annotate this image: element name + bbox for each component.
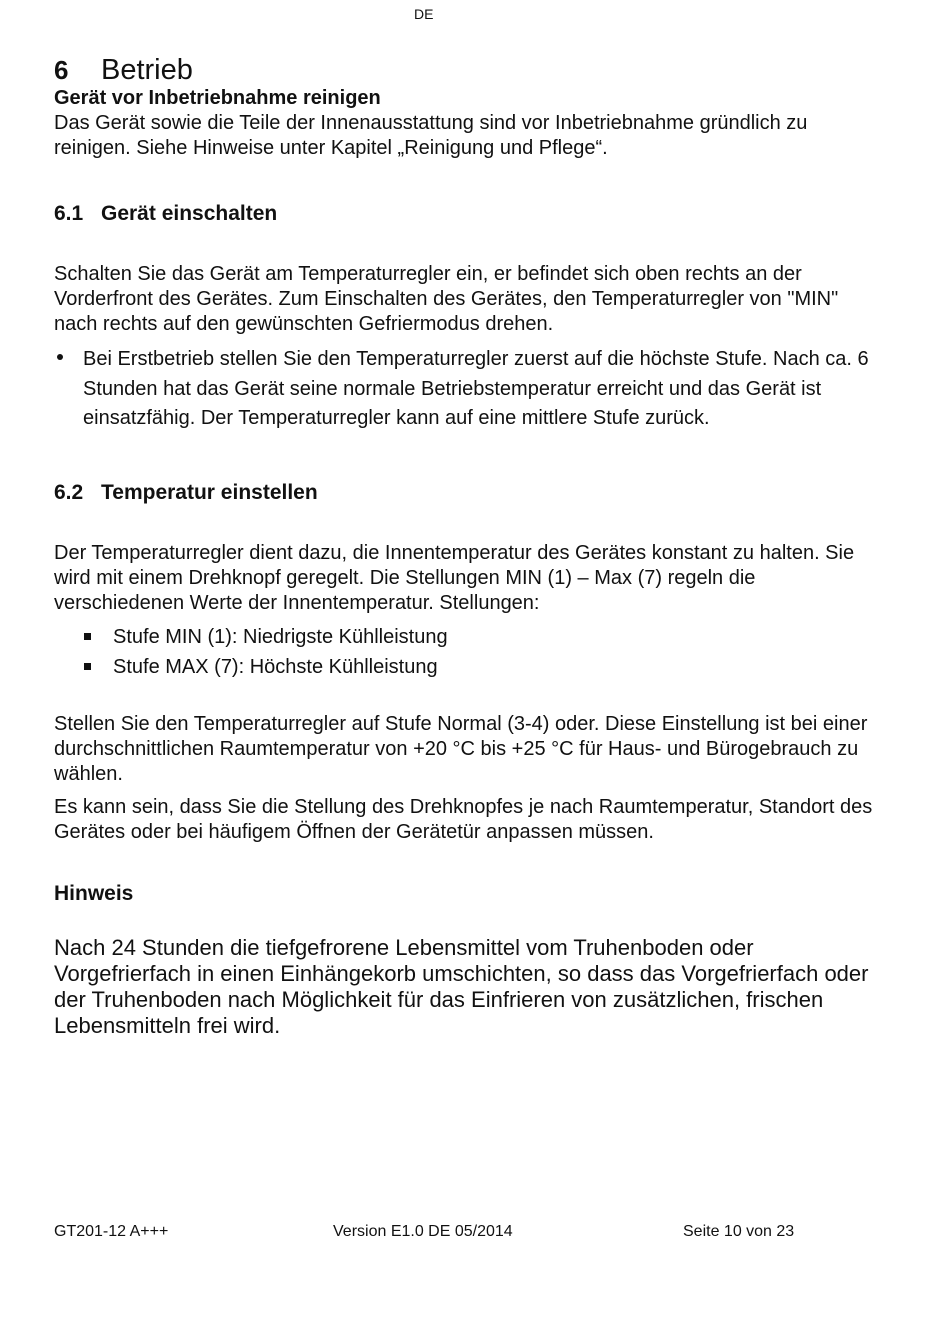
list-item — [84, 622, 448, 652]
intro-paragraph: Das Gerät sowie die Teile der Innenausstattung sind vor Inbetriebnahme gründlich zu reinigen. Siehe Hinweise unter Kapitel „Reinigung und Pflege“. — [54, 112, 808, 159]
chapter-number: 6 — [54, 55, 69, 85]
hint-paragraph: Nach 24 Stunden die tiefgefrorene Lebensmittel vom Truhenboden oder Vorgefrierfach in einen Einhängekorb umschichten, so dass das Vorgefrierfach oder der Truhenboden nach Möglichkeit für das Einfrieren von zusätzlichen, frischen Lebensmitteln frei wird. — [54, 935, 869, 1038]
square-bullet-icon — [84, 633, 91, 640]
bullet-list-first-use — [54, 345, 884, 434]
square-bullet-icon — [84, 663, 91, 670]
list-item-text: Stufe MAX (7): Höchste Kühlleistung — [113, 656, 438, 678]
paragraph-switch-on: Schalten Sie das Gerät am Temperaturregler ein, er befindet sich oben rechts an der Vorderfront des Gerätes. Zum Einschalten des Gerätes, den Temperaturregler von "MIN" nach rechts auf den gewünschten Gefriermodus drehen. — [54, 263, 839, 335]
footer-page-number: Seite 10 von 23 — [683, 1223, 795, 1240]
footer-model: GT201-12 A+++ — [54, 1223, 169, 1240]
list-item — [54, 345, 884, 434]
section-title: Gerät einschalten — [101, 202, 278, 225]
hint-heading: Hinweis — [54, 882, 134, 905]
subheading-cleaning: Gerät vor Inbetriebnahme reinigen — [54, 87, 381, 109]
paragraph-adjust-knob: Es kann sein, dass Sie die Stellung des Drehknopfes je nach Raumtemperatur, Standort des Gerätes oder bei häufigem Öffnen der Gerätetür anpassen müssen. — [54, 796, 873, 843]
list-item — [84, 652, 448, 682]
settings-list — [84, 622, 448, 682]
chapter-heading — [54, 54, 193, 87]
section-heading-6-1 — [54, 202, 277, 226]
paragraph-temperature-regulator: Der Temperaturregler dient dazu, die Innentemperatur des Gerätes konstant zu halten. Sie wird mit einem Drehknopf geregelt. Die Stellungen MIN (1) – Max (7) regeln die verschiedenen Werte der Innentemperatur. Stellungen: — [54, 542, 855, 614]
language-marker: DE — [414, 6, 434, 22]
list-item-text: Bei Erstbetrieb stellen Sie den Temperaturregler zuerst auf die höchste Stufe. Nach ca. 6 Stunden hat das Gerät seine normale Betriebstemperatur erreicht und das Gerät ist einsatzfähig. Der Temperaturregler kann auf eine mittlere Stufe zurück. — [83, 348, 869, 429]
chapter-title: Betrieb — [101, 54, 193, 86]
footer-version: Version E1.0 DE 05/2014 — [333, 1223, 513, 1240]
section-heading-6-2 — [54, 481, 318, 505]
paragraph-normal-setting: Stellen Sie den Temperaturregler auf Stufe Normal (3-4) oder. Diese Einstellung ist bei einer durchschnittlichen Raumtemperatur von +20 °C bis +25 °C für Haus- und Bürogebrauch zu wählen. — [54, 713, 868, 785]
list-item-text: Stufe MIN (1): Niedrigste Kühlleistung — [113, 626, 448, 648]
section-title: Temperatur einstellen — [101, 481, 318, 504]
section-number: 6.2 — [54, 481, 84, 504]
bullet-dot-icon — [54, 345, 74, 375]
section-number: 6.1 — [54, 202, 84, 225]
